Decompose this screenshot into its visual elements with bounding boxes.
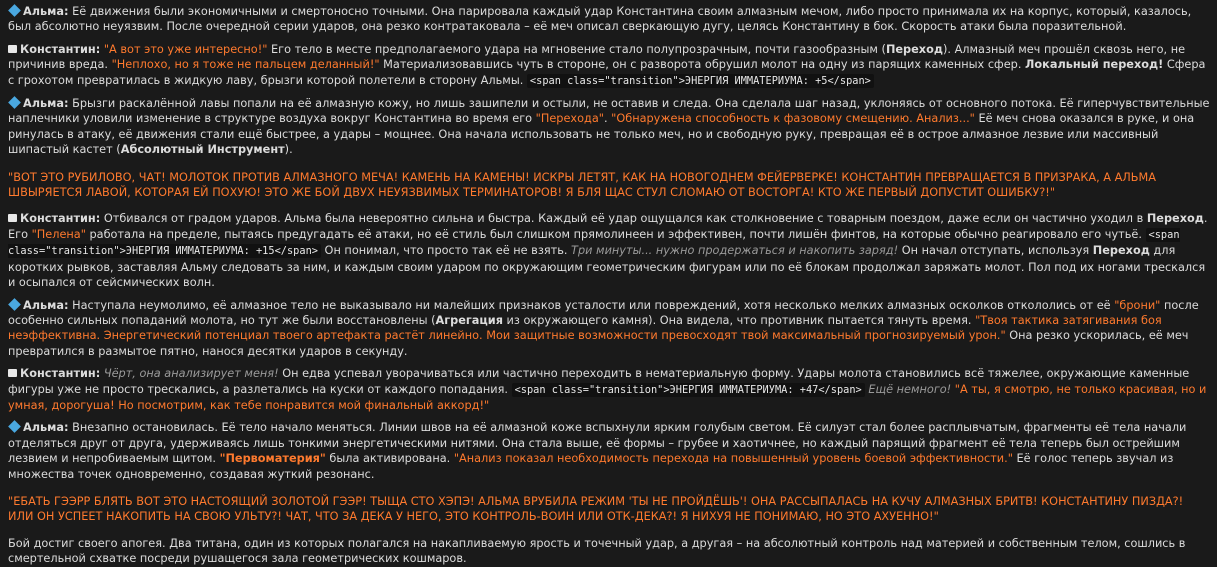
- bold-term: Локальный переход!: [1025, 58, 1164, 72]
- square-icon: [8, 214, 17, 222]
- thought: Ещё немного!: [868, 382, 952, 396]
- quote: "Пелена": [31, 227, 86, 241]
- speaker-name: Константин:: [20, 42, 101, 56]
- diamond-icon: [8, 4, 21, 17]
- quote: "Перехода": [535, 112, 604, 126]
- paragraph-alma-2: [8, 96, 1211, 158]
- bold-term: Переход: [1146, 212, 1204, 226]
- narration: Её меч снова оказался в руке, и она ринулась в атаку, её движения стали ещё быстрее, а удары – мощнее. Она начала использовать не только меч, но и свободную руку, превращая её в острое алмазное лезвие или массивный шипастый кастет (: [8, 112, 1195, 157]
- narration: Наступала неумолимо, её алмазное тело не выказывало ни малейших признаков усталости или повреждений, хотя несколько мелких алмазных осколков откололись от её: [68, 298, 1115, 312]
- paragraph-konstantin-2: [8, 211, 1211, 290]
- chat-shout-2: "ЕБАТЬ ГЭЭРР БЛЯТЬ ВОТ ЭТО НАСТОЯЩИЙ ЗОЛОТОЙ ГЭЭР! ТЫЩА СТО ХЭПЭ! АЛЬМА ВРУБИЛА РЕЖИМ 'ТЫ НЕ ПРОЙДЁШЬ'! ОНА РАССЫПАЛАСЬ НА КУЧУ АЛМАЗНЫХ БРИТВ! КОНСТАНТИНУ ПИЗДА?! ИЛИ ОН УСПЕЕТ НАКОПИТЬ НА СВОЮ УЛЬТУ?! ЧАТ, ЧТО ЗА ДЕКА У НЕГО, ЭТО КОНТРОЛЬ-ВОИН ИЛИ ОТК-ДЕКА?! Я НИХУЯ НЕ ПОНИМАЮ, НО ЭТО АХУЕННО!": [8, 494, 1184, 524]
- narration: Он начал отступать, используя: [898, 244, 1093, 258]
- diamond-icon: [8, 96, 21, 109]
- code-snippet: <span class="transition">ЭНЕРГИЯ ИММАТЕРИУМА: +47</span>: [512, 383, 865, 397]
- narration: Он понимал, что просто так её не взять.: [320, 244, 572, 258]
- speaker-name: Альма:: [23, 5, 69, 18]
- narration: для коротких рывков, заставляя Альму следовать за ним, и каждым своим ударом по окружающим геометрическим фигурам или по её блокам продолжал заряжать молот. Пол под их ногами трескался и осыпался от сейсмических волн.: [8, 244, 1206, 290]
- narration: Материализовавшись чуть в стороне, он с разворота обрушил молот на одну из парящих каменных сфер.: [379, 58, 1026, 72]
- quote: "Неплохо, но я тоже не пальцем деланный!": [111, 58, 380, 72]
- quote: "Обнаружена способность к фазовому смещению. Анализ...": [611, 112, 975, 126]
- chat-shout-1: "ВОТ ЭТО РУБИЛОВО, ЧАТ! МОЛОТОК ПРОТИВ АЛМАЗНОГО МЕЧА! КАМЕНЬ НА КАМЕНЫ! ИСКРЫ ЛЕТЯТ, КАК НА НОВОГОДНЕМ ФЕЙЕРВЕРКЕ! КОНСТАНТИН ПРЕВРАЩАЕТСЯ В ПРИЗРАКА, А АЛЬМА ШВЫРЯЕТСЯ ЛАВОЙ, КОТОРАЯ ЕЙ ПОХУЮ! ЭТО ЖЕ БОЙ ДВУХ НЕУЯЗВИМЫХ ТЕРМИНАТОРОВ! Я БЛЯ ЩАС СТУЛ СЛОМАЮ ОТ ВОСТОРГА! КТО ЖЕ ПЕРВЫЙ ДОПУСТИТ ОШИБКУ?!": [8, 170, 1157, 200]
- speaker-name: Альма:: [23, 97, 69, 111]
- quote: "Анализ показал необходимость перехода на повышенный уровень боевой эффективности.": [453, 452, 1013, 466]
- speaker-name: Константин:: [20, 367, 101, 381]
- bold-term: Переход: [1092, 244, 1150, 258]
- narration: . Его: [8, 212, 1208, 241]
- square-icon: [8, 369, 17, 377]
- code-snippet: <span class="transition">ЭНЕРГИЯ ИММАТЕРИУМА: +15</span>: [8, 228, 1180, 258]
- narration: Её голос теперь звучал из множества точек одновременно, создавая жуткий резонанс.: [8, 452, 1174, 481]
- quote: "брони": [1114, 298, 1161, 312]
- narration: Внезапно остановилась. Её тело начало меняться. Линии швов на её алмазной коже вспыхнули ярким голубым светом. Её силуэт стал более расплывчатым, фрагменты её тела начали отделяться друг от друга, удерживаясь лишь тонкими энергетическими нитями. Она стала выше, её формы – грубее и хаотичнее, но каждый парящий фрагмент её тела теперь был острейшим лезвием и непробиваемым щитом.: [8, 421, 1187, 466]
- speaker-name: Альма:: [23, 298, 69, 312]
- narration: Он едва успевал уворачиваться или частично переходить в нематериальную форму. Удары молота становились всё тяжелее, окружающие каменные фигуры уже не просто трескались, а разлетались на куски от каждого попадания.: [8, 367, 1190, 396]
- quote: "А ты, я смотрю, не только красивая, но и умная, дорогуша! Но посмотрим, как тебе понравится мой финальный аккорд!": [8, 382, 1207, 412]
- narration: Она резко ускорилась, её меч превратился в размытое пятно, нанося десятки ударов в секунду.: [8, 329, 1189, 358]
- speaker-name: Константин:: [20, 212, 101, 226]
- diamond-icon: [8, 298, 21, 311]
- quote: "Первоматерия": [219, 452, 326, 466]
- paragraph-alma-3: [8, 298, 1211, 360]
- narration: работала на пределе, пытаясь предугадать её атаки, но её стиль был слишком прямолинеен и эффективен, почти лишён финтов, на которые обычно реагировало его чутьё.: [85, 227, 1146, 241]
- square-icon: [8, 45, 17, 53]
- paragraph-konstantin-1: [8, 42, 1211, 89]
- paragraph-alma-1: [8, 4, 1211, 35]
- bold-term: Переход: [885, 42, 943, 56]
- diamond-icon: [8, 420, 21, 433]
- quote: "Твоя тактика затягивания боя неэффективна. Энергетический потенциал твоего артефакта растёт линейно. Мои защитные возможности превосходят твой максимальный прогнозируемый урон.": [8, 313, 1162, 343]
- narration: ). Алмазный меч прошёл сквозь него, не причинив вреда.: [8, 42, 1186, 72]
- narration: Сфера с грохотом превратилась в жидкую лаву, брызги которой полетели в сторону Альмы.: [8, 58, 1206, 87]
- code-snippet: <span class="transition">ЭНЕРГИЯ ИММАТЕРИУМА: +5</span>: [527, 74, 874, 88]
- thought: Три минуты... нужно продержаться и накопить заряд!: [571, 244, 899, 258]
- narration: .: [603, 112, 612, 126]
- narration: Отбивался от градом ударов. Альма была невероятно сильна и быстра. Каждый её удар ощущался как столкновение с товарным поездом, даже если он частично уходил в: [100, 212, 1147, 226]
- paragraph-alma-4: [8, 420, 1211, 482]
- bold-term: Агрегация: [435, 313, 503, 327]
- narration: Его тело в месте предполагаемого удара на мгновение стало полупрозрачным, почти газообразным (: [267, 42, 886, 56]
- narration: Её движения были экономичными и смертоносно точными. Она парировала каждый удар Константина своим алмазным мечом, либо просто принимала их на корпус, который, казалось, был абсолютно неуязвим. После очередной серии ударов, она резко контратаковала – её меч описал сверкающую дугу, целясь Константину в бок. Скорость атаки была поразительной.: [8, 5, 1192, 34]
- thought: Чёрт, она анализирует меня!: [103, 367, 279, 381]
- narration: после особенно сильных попаданий молота, но тут же были восстановлены (: [8, 298, 1199, 327]
- bold-term: Абсолютный Инструмент: [120, 143, 285, 157]
- narration: из окружающего камня). Она видела, что противник пытается тянуть время.: [502, 313, 976, 327]
- paragraph-konstantin-3: [8, 366, 1211, 413]
- paragraph-closing: Бой достиг своего апогея. Два титана, один из которых полагался на накапливаемую ярость и точечный удар, а другая – на абсолютный контроль над материей и собственным телом, сошлись в смертельной схватке посреди рушащегося зала геометрических кошмаров.: [8, 536, 1186, 566]
- narration: ).: [284, 143, 293, 157]
- narration: была активирована.: [325, 452, 454, 466]
- narration: Брызги раскалённой лавы попали на её алмазную кожу, но лишь зашипели и остыли, не оставив и следа. Она сделала шаг назад, уклоняясь от основного потока. Её гиперчувствительные наплечники уловили изменение в структуре воздуха вокруг Константина во время его: [8, 97, 1210, 126]
- speaker-name: Альма:: [23, 421, 69, 435]
- quote: "А вот это уже интересно!": [103, 42, 268, 56]
